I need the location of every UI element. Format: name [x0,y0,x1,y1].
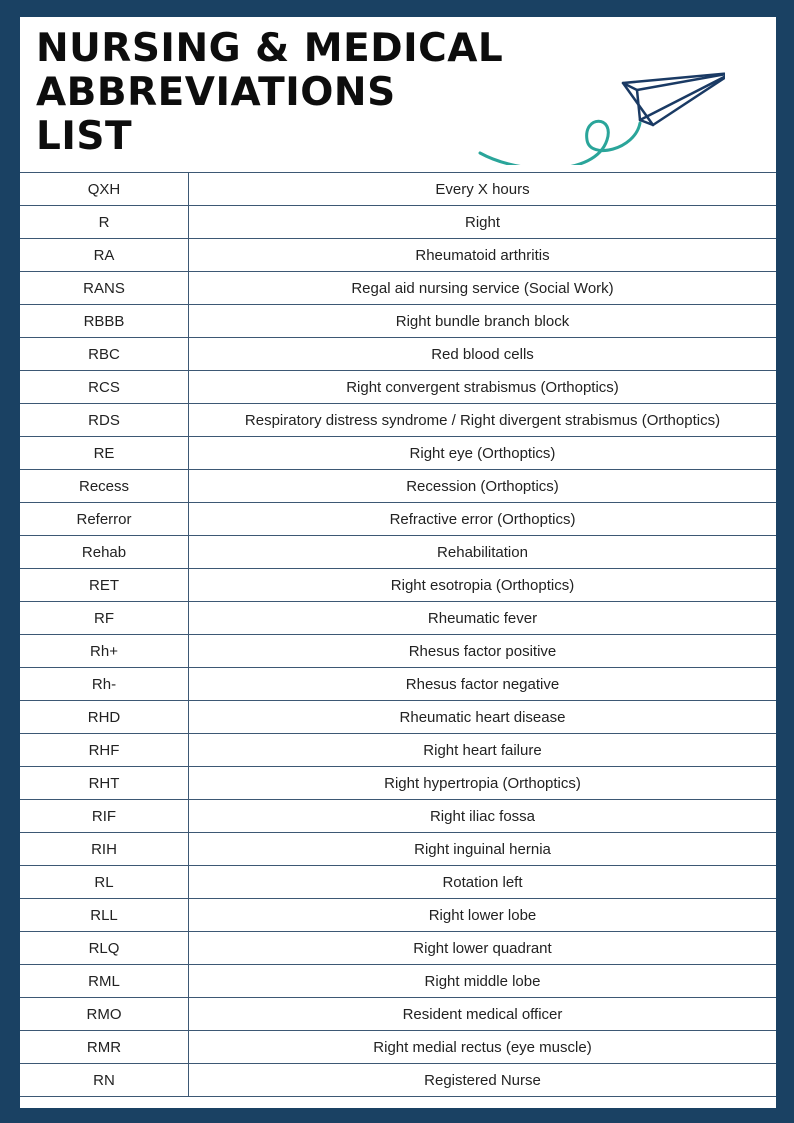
abbreviation-cell: RHD [20,701,189,734]
abbreviations-table [20,172,776,1097]
meaning-cell: Right lower lobe [189,899,777,932]
document-page [20,17,776,1108]
table-row [20,569,776,602]
abbreviation-cell: RF [20,602,189,635]
table-row [20,173,776,206]
abbreviation-cell: RHF [20,734,189,767]
table-row [20,338,776,371]
table-row [20,899,776,932]
abbreviation-cell: RIH [20,833,189,866]
abbreviation-cell: RBC [20,338,189,371]
meaning-cell: Rhesus factor positive [189,635,777,668]
abbreviation-cell: RMO [20,998,189,1031]
paper-plane-illustration [475,45,725,165]
title-line-3: LIST [36,114,133,159]
meaning-cell: Recession (Orthoptics) [189,470,777,503]
page-title [36,27,503,159]
table-row [20,635,776,668]
abbreviation-cell: Rehab [20,536,189,569]
abbreviation-cell: R [20,206,189,239]
table-row [20,206,776,239]
abbreviation-cell: Rh- [20,668,189,701]
paper-plane-icon [623,73,725,125]
meaning-cell: Right medial rectus (eye muscle) [189,1031,777,1064]
abbreviation-cell: RET [20,569,189,602]
meaning-cell: Right convergent strabismus (Orthoptics) [189,371,777,404]
table-row [20,833,776,866]
table-row [20,866,776,899]
table-row [20,767,776,800]
table-row [20,470,776,503]
meaning-cell: Right hypertropia (Orthoptics) [189,767,777,800]
abbreviation-cell: RDS [20,404,189,437]
abbreviation-cell: RLL [20,899,189,932]
abbreviation-cell: RHT [20,767,189,800]
meaning-cell: Right heart failure [189,734,777,767]
table-row [20,404,776,437]
meaning-cell: Right middle lobe [189,965,777,998]
abbreviation-cell: QXH [20,173,189,206]
table-row [20,272,776,305]
meaning-cell: Right bundle branch block [189,305,777,338]
meaning-cell: Refractive error (Orthoptics) [189,503,777,536]
table-row [20,437,776,470]
table-row [20,305,776,338]
meaning-cell: Right eye (Orthoptics) [189,437,777,470]
meaning-cell: Every X hours [189,173,777,206]
abbreviation-cell: RE [20,437,189,470]
meaning-cell: Right lower quadrant [189,932,777,965]
meaning-cell: Resident medical officer [189,998,777,1031]
meaning-cell: Red blood cells [189,338,777,371]
abbreviation-cell: RN [20,1064,189,1097]
abbreviation-cell: RIF [20,800,189,833]
meaning-cell: Right esotropia (Orthoptics) [189,569,777,602]
abbreviation-cell: Referror [20,503,189,536]
meaning-cell: Right inguinal hernia [189,833,777,866]
table-row [20,503,776,536]
abbreviation-cell: Recess [20,470,189,503]
table-row [20,932,776,965]
meaning-cell: Regal aid nursing service (Social Work) [189,272,777,305]
abbreviation-cell: RLQ [20,932,189,965]
meaning-cell: Rheumatic fever [189,602,777,635]
meaning-cell: Rotation left [189,866,777,899]
table-row [20,965,776,998]
table-row [20,800,776,833]
table-row [20,668,776,701]
table-row [20,734,776,767]
table-row [20,602,776,635]
abbreviation-cell: RBBB [20,305,189,338]
swirl-trail [480,121,640,165]
meaning-cell: Right [189,206,777,239]
title-line-2: ABBREVIATIONS [36,70,396,115]
meaning-cell: Rehabilitation [189,536,777,569]
table-row [20,239,776,272]
table-row [20,1031,776,1064]
table-row [20,536,776,569]
meaning-cell: Right iliac fossa [189,800,777,833]
abbreviation-cell: RANS [20,272,189,305]
abbreviation-cell: RMR [20,1031,189,1064]
abbreviation-cell: RA [20,239,189,272]
abbreviation-cell: RCS [20,371,189,404]
meaning-cell: Respiratory distress syndrome / Right divergent strabismus (Orthoptics) [189,404,777,437]
meaning-cell: Registered Nurse [189,1064,777,1097]
table-row [20,1064,776,1097]
meaning-cell: Rhesus factor negative [189,668,777,701]
abbreviation-cell: RML [20,965,189,998]
meaning-cell: Rheumatic heart disease [189,701,777,734]
abbreviation-cell: Rh+ [20,635,189,668]
table-row [20,701,776,734]
meaning-cell: Rheumatoid arthritis [189,239,777,272]
title-line-1: NURSING & MEDICAL [36,26,504,71]
abbreviation-cell: RL [20,866,189,899]
table-row [20,371,776,404]
table-row [20,998,776,1031]
